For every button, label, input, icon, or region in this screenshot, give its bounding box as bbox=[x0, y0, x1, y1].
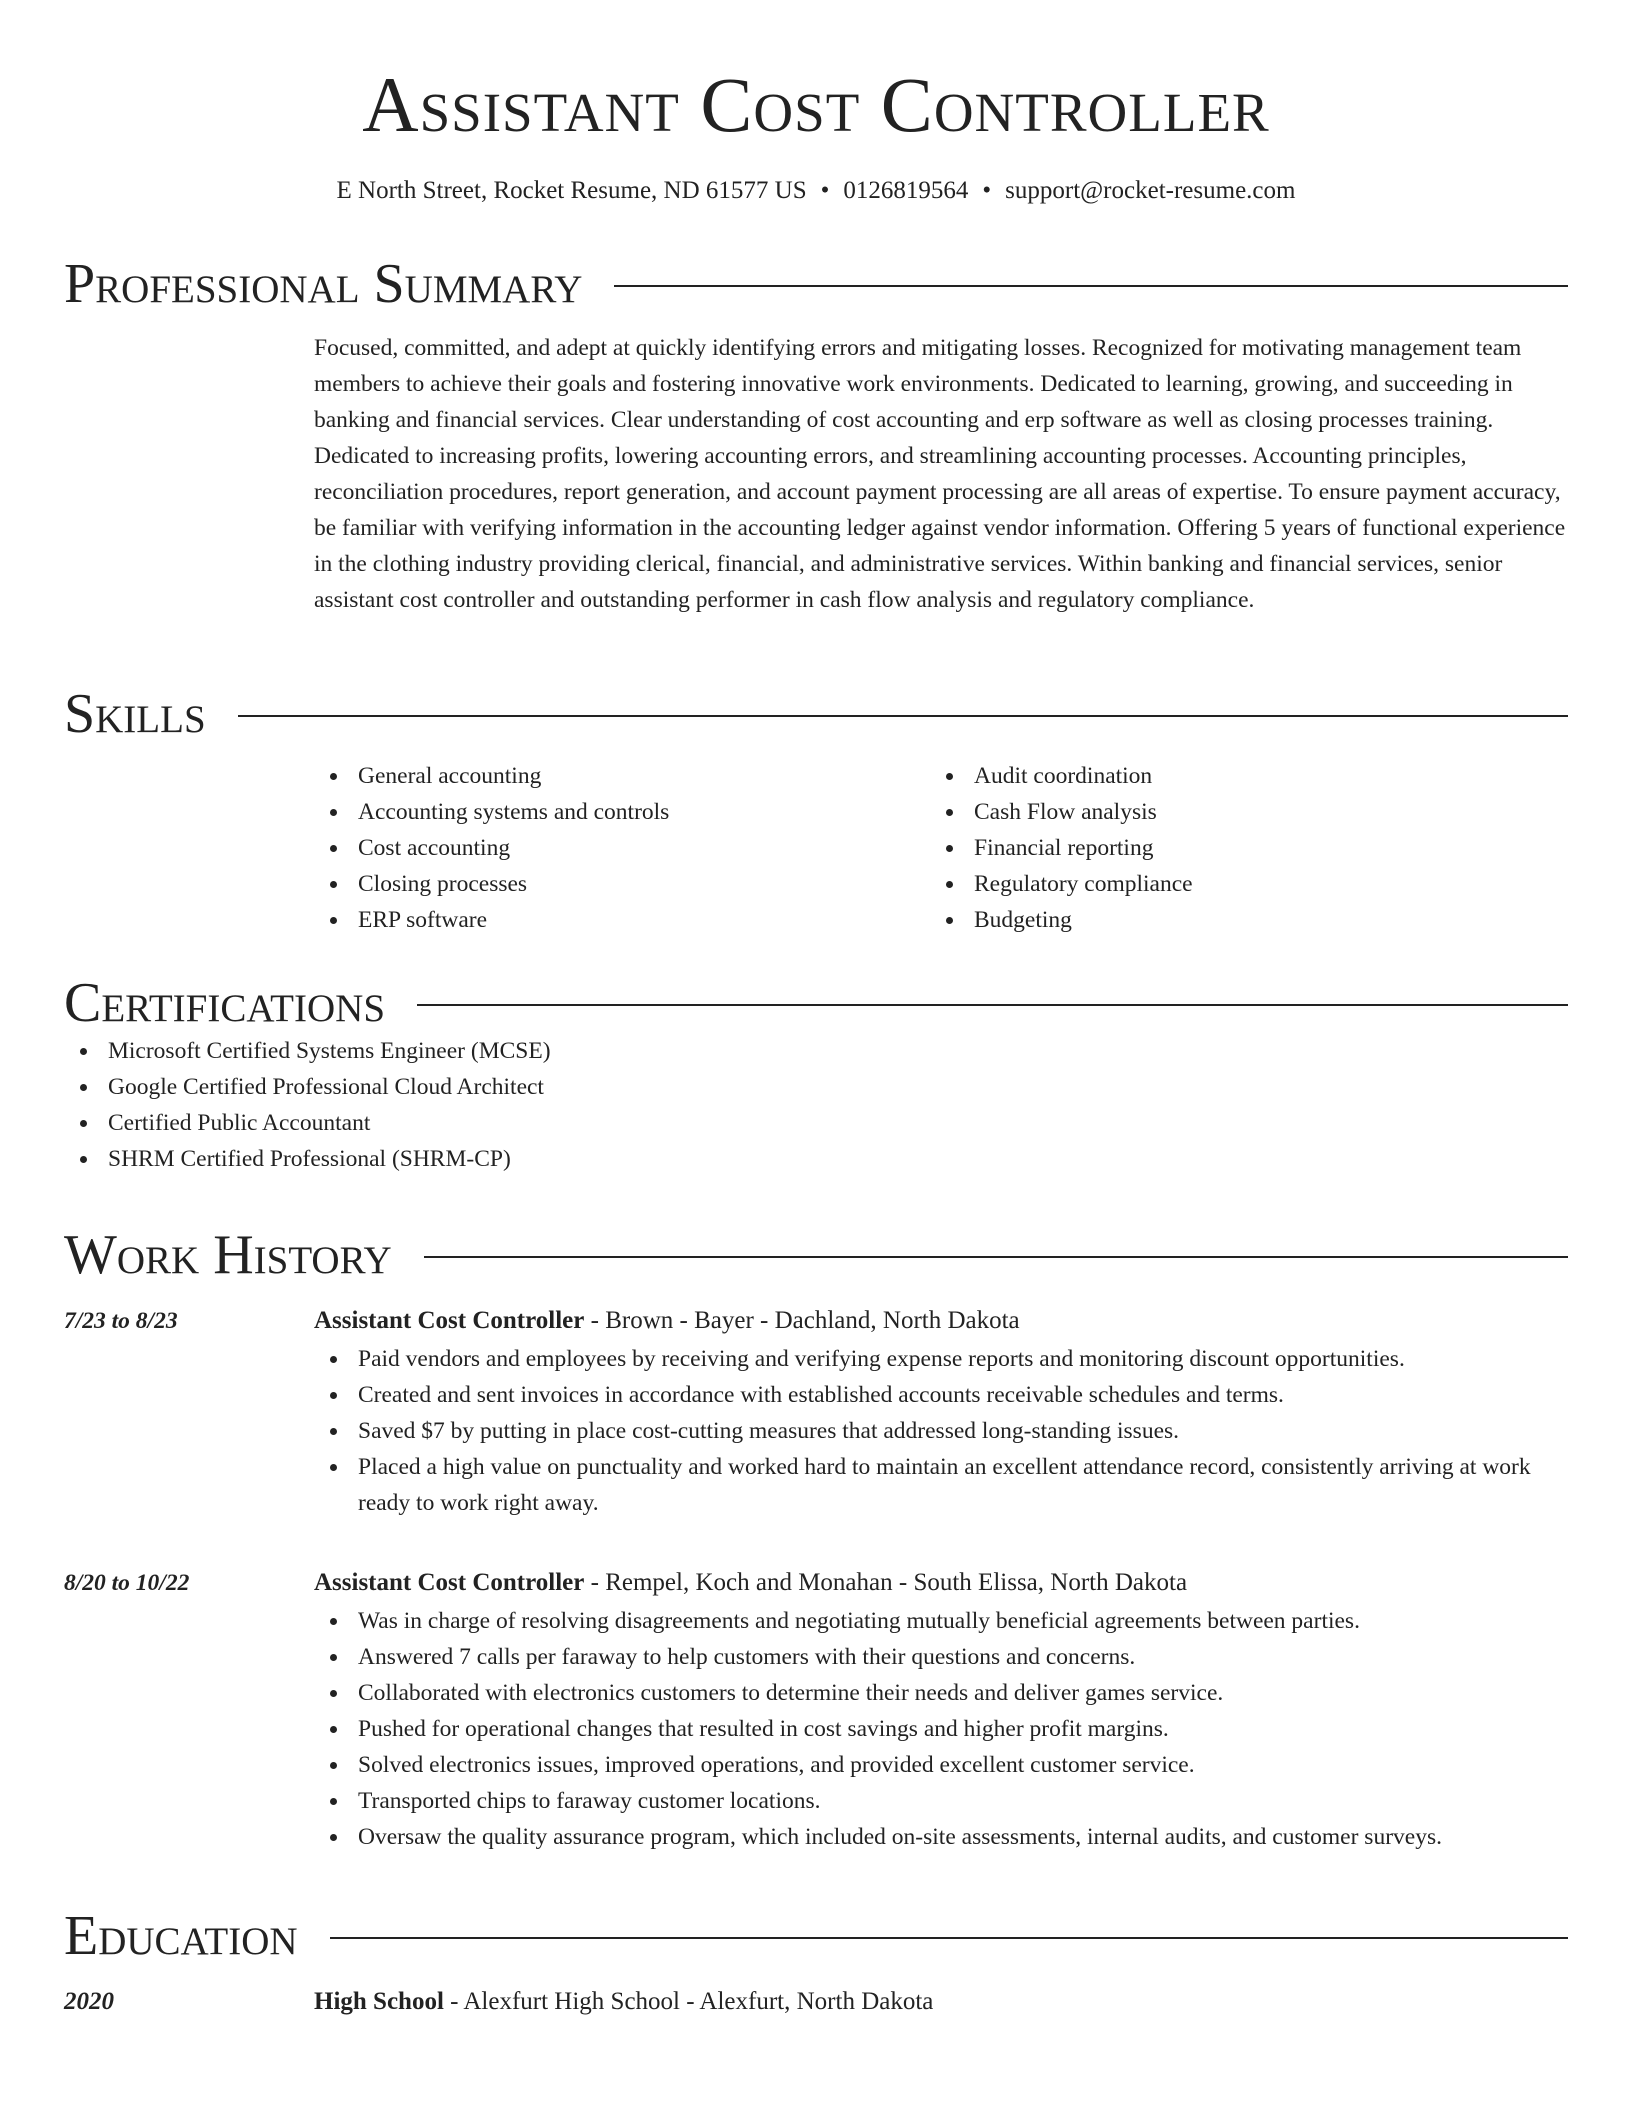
skills-grid bbox=[314, 758, 1568, 938]
skills-section bbox=[64, 684, 1568, 938]
skill-item: Closing processes bbox=[314, 866, 930, 902]
certifications-header bbox=[64, 973, 1568, 1033]
education-degree: High School bbox=[314, 1988, 444, 2015]
job-bullet: Solved electronics issues, improved operations, and provided excellent customer service. bbox=[314, 1747, 1568, 1783]
certification-item: SHRM Certified Professional (SHRM-CP) bbox=[64, 1141, 1568, 1177]
job-bullet: Was in charge of resolving disagreements and negotiating mutually beneficial agreements between parties. bbox=[314, 1603, 1568, 1639]
section-divider bbox=[330, 1937, 1568, 1939]
section-divider bbox=[238, 715, 1568, 717]
job-bullet: Transported chips to faraway customer locations. bbox=[314, 1783, 1568, 1819]
certification-item: Certified Public Accountant bbox=[64, 1105, 1568, 1141]
summary-header bbox=[64, 254, 1568, 314]
skills-header bbox=[64, 684, 1568, 744]
education-section bbox=[64, 1906, 1568, 2022]
education-details: - Alexfurt High School - Alexfurt, North Dakota bbox=[443, 1988, 934, 2015]
job-body bbox=[314, 1563, 1568, 1855]
job-bullet: Oversaw the quality assurance program, which included on-site assessments, internal audits, and customer surveys. bbox=[314, 1819, 1568, 1855]
job-title: Assistant Cost Controller bbox=[314, 1307, 585, 1334]
section-divider bbox=[424, 1256, 1568, 1258]
job-bullet: Placed a high value on punctuality and worked hard to maintain an excellent attendance record, consistently arriving at work ready to work right away. bbox=[314, 1449, 1568, 1521]
job-details: - Brown - Bayer - Dachland, North Dakota bbox=[584, 1307, 1020, 1334]
skill-item: Cost accounting bbox=[314, 830, 930, 866]
education-heading: Education bbox=[64, 1905, 298, 1967]
job-details: - Rempel, Koch and Monahan - South Elissa, North Dakota bbox=[584, 1569, 1188, 1596]
education-year: 2020 bbox=[64, 1988, 114, 2015]
job-bullets bbox=[314, 1603, 1568, 1855]
summary-section bbox=[64, 254, 1568, 618]
section-divider bbox=[614, 285, 1568, 287]
contact-phone: 0126819564 bbox=[843, 177, 969, 204]
job-heading-line bbox=[314, 1301, 1568, 1341]
job-entry bbox=[64, 1563, 1568, 1855]
contact-separator: • bbox=[820, 177, 830, 204]
skill-item: ERP software bbox=[314, 902, 930, 938]
skill-item: General accounting bbox=[314, 758, 930, 794]
job-bullet: Collaborated with electronics customers to determine their needs and deliver games service. bbox=[314, 1675, 1568, 1711]
skills-heading: Skills bbox=[64, 683, 206, 745]
skill-item: Cash Flow analysis bbox=[930, 794, 1546, 830]
job-bullet: Saved $7 by putting in place cost-cutting measures that addressed long-standing issues. bbox=[314, 1413, 1568, 1449]
certification-item: Microsoft Certified Systems Engineer (MCSE) bbox=[64, 1033, 1568, 1069]
job-dates: 8/20 to 10/22 bbox=[64, 1570, 190, 1596]
contact-separator: • bbox=[982, 177, 992, 204]
contact-email: support@rocket-resume.com bbox=[1005, 177, 1296, 204]
summary-heading: Professional Summary bbox=[64, 253, 583, 315]
certifications-list bbox=[64, 1033, 1568, 1177]
skill-item: Accounting systems and controls bbox=[314, 794, 930, 830]
skill-item: Financial reporting bbox=[930, 830, 1546, 866]
summary-text: Focused, committed, and adept at quickly identifying errors and mitigating losses. Recognized for motivating management team members to achieve their goals and fostering innovative work environments. Dedicated to learning, growing, and succeeding in banking and financial services. Clear understanding of cost accounting and erp software as well as closing processes training. Dedicated to increasing profits, lowering accounting errors, and streamlining accounting processes. Accounting principles, reconciliation procedures, report generation, and account payment processing are all areas of expertise. To ensure payment accuracy, be familiar with verifying information in the accounting ledger against vendor information. Offering 5 years of functional experience in the clothing industry providing clerical, financial, and administrative services. Within banking and financial services, senior assistant cost controller and outstanding performer in cash flow analysis and regulatory compliance. bbox=[314, 335, 1566, 613]
job-bullet: Pushed for operational changes that resulted in cost savings and higher profit margins. bbox=[314, 1711, 1568, 1747]
work-history-section bbox=[64, 1225, 1568, 1855]
education-line bbox=[314, 1982, 1568, 2022]
job-bullet: Paid vendors and employees by receiving and verifying expense reports and monitoring discount opportunities. bbox=[314, 1341, 1568, 1377]
job-dates: 7/23 to 8/23 bbox=[64, 1308, 178, 1334]
job-body bbox=[314, 1301, 1568, 1521]
job-bullet: Answered 7 calls per faraway to help customers with their questions and concerns. bbox=[314, 1639, 1568, 1675]
skill-item: Regulatory compliance bbox=[930, 866, 1546, 902]
skill-item: Budgeting bbox=[930, 902, 1546, 938]
certification-item: Google Certified Professional Cloud Architect bbox=[64, 1069, 1568, 1105]
job-title: Assistant Cost Controller bbox=[314, 1569, 585, 1596]
education-entry bbox=[64, 1982, 1568, 2022]
certifications-section bbox=[64, 973, 1568, 1177]
work-history-header bbox=[64, 1225, 1568, 1285]
skills-list-left bbox=[314, 758, 930, 938]
contact-line bbox=[0, 174, 1632, 208]
work-history-heading: Work History bbox=[64, 1224, 392, 1286]
certifications-heading: Certifications bbox=[64, 972, 386, 1034]
job-bullet: Created and sent invoices in accordance with established accounts receivable schedules and terms. bbox=[314, 1377, 1568, 1413]
education-header bbox=[64, 1906, 1568, 1966]
skills-list-right bbox=[930, 758, 1546, 938]
section-divider bbox=[417, 1004, 1568, 1006]
skill-item: Audit coordination bbox=[930, 758, 1546, 794]
job-entry bbox=[64, 1301, 1568, 1521]
job-heading-line bbox=[314, 1563, 1568, 1603]
contact-address: E North Street, Rocket Resume, ND 61577 US bbox=[336, 177, 807, 204]
resume-title: Assistant Cost Controller bbox=[362, 61, 1270, 148]
job-bullets bbox=[314, 1341, 1568, 1521]
